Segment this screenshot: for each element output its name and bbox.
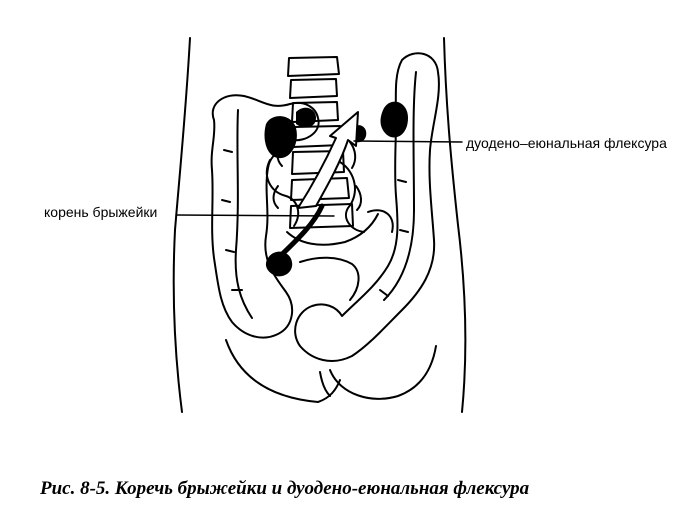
body-outline (174, 38, 466, 412)
figure-caption: Рис. 8-5. Коречь брыжейки и дуодено-еюнальная флексура (40, 478, 530, 499)
descending-colon (295, 53, 439, 361)
label-mesentery-root: корень брыжейки (44, 204, 158, 220)
label-duodenojejunal-flexure: дуодено–еюнальная флексура (466, 135, 667, 151)
